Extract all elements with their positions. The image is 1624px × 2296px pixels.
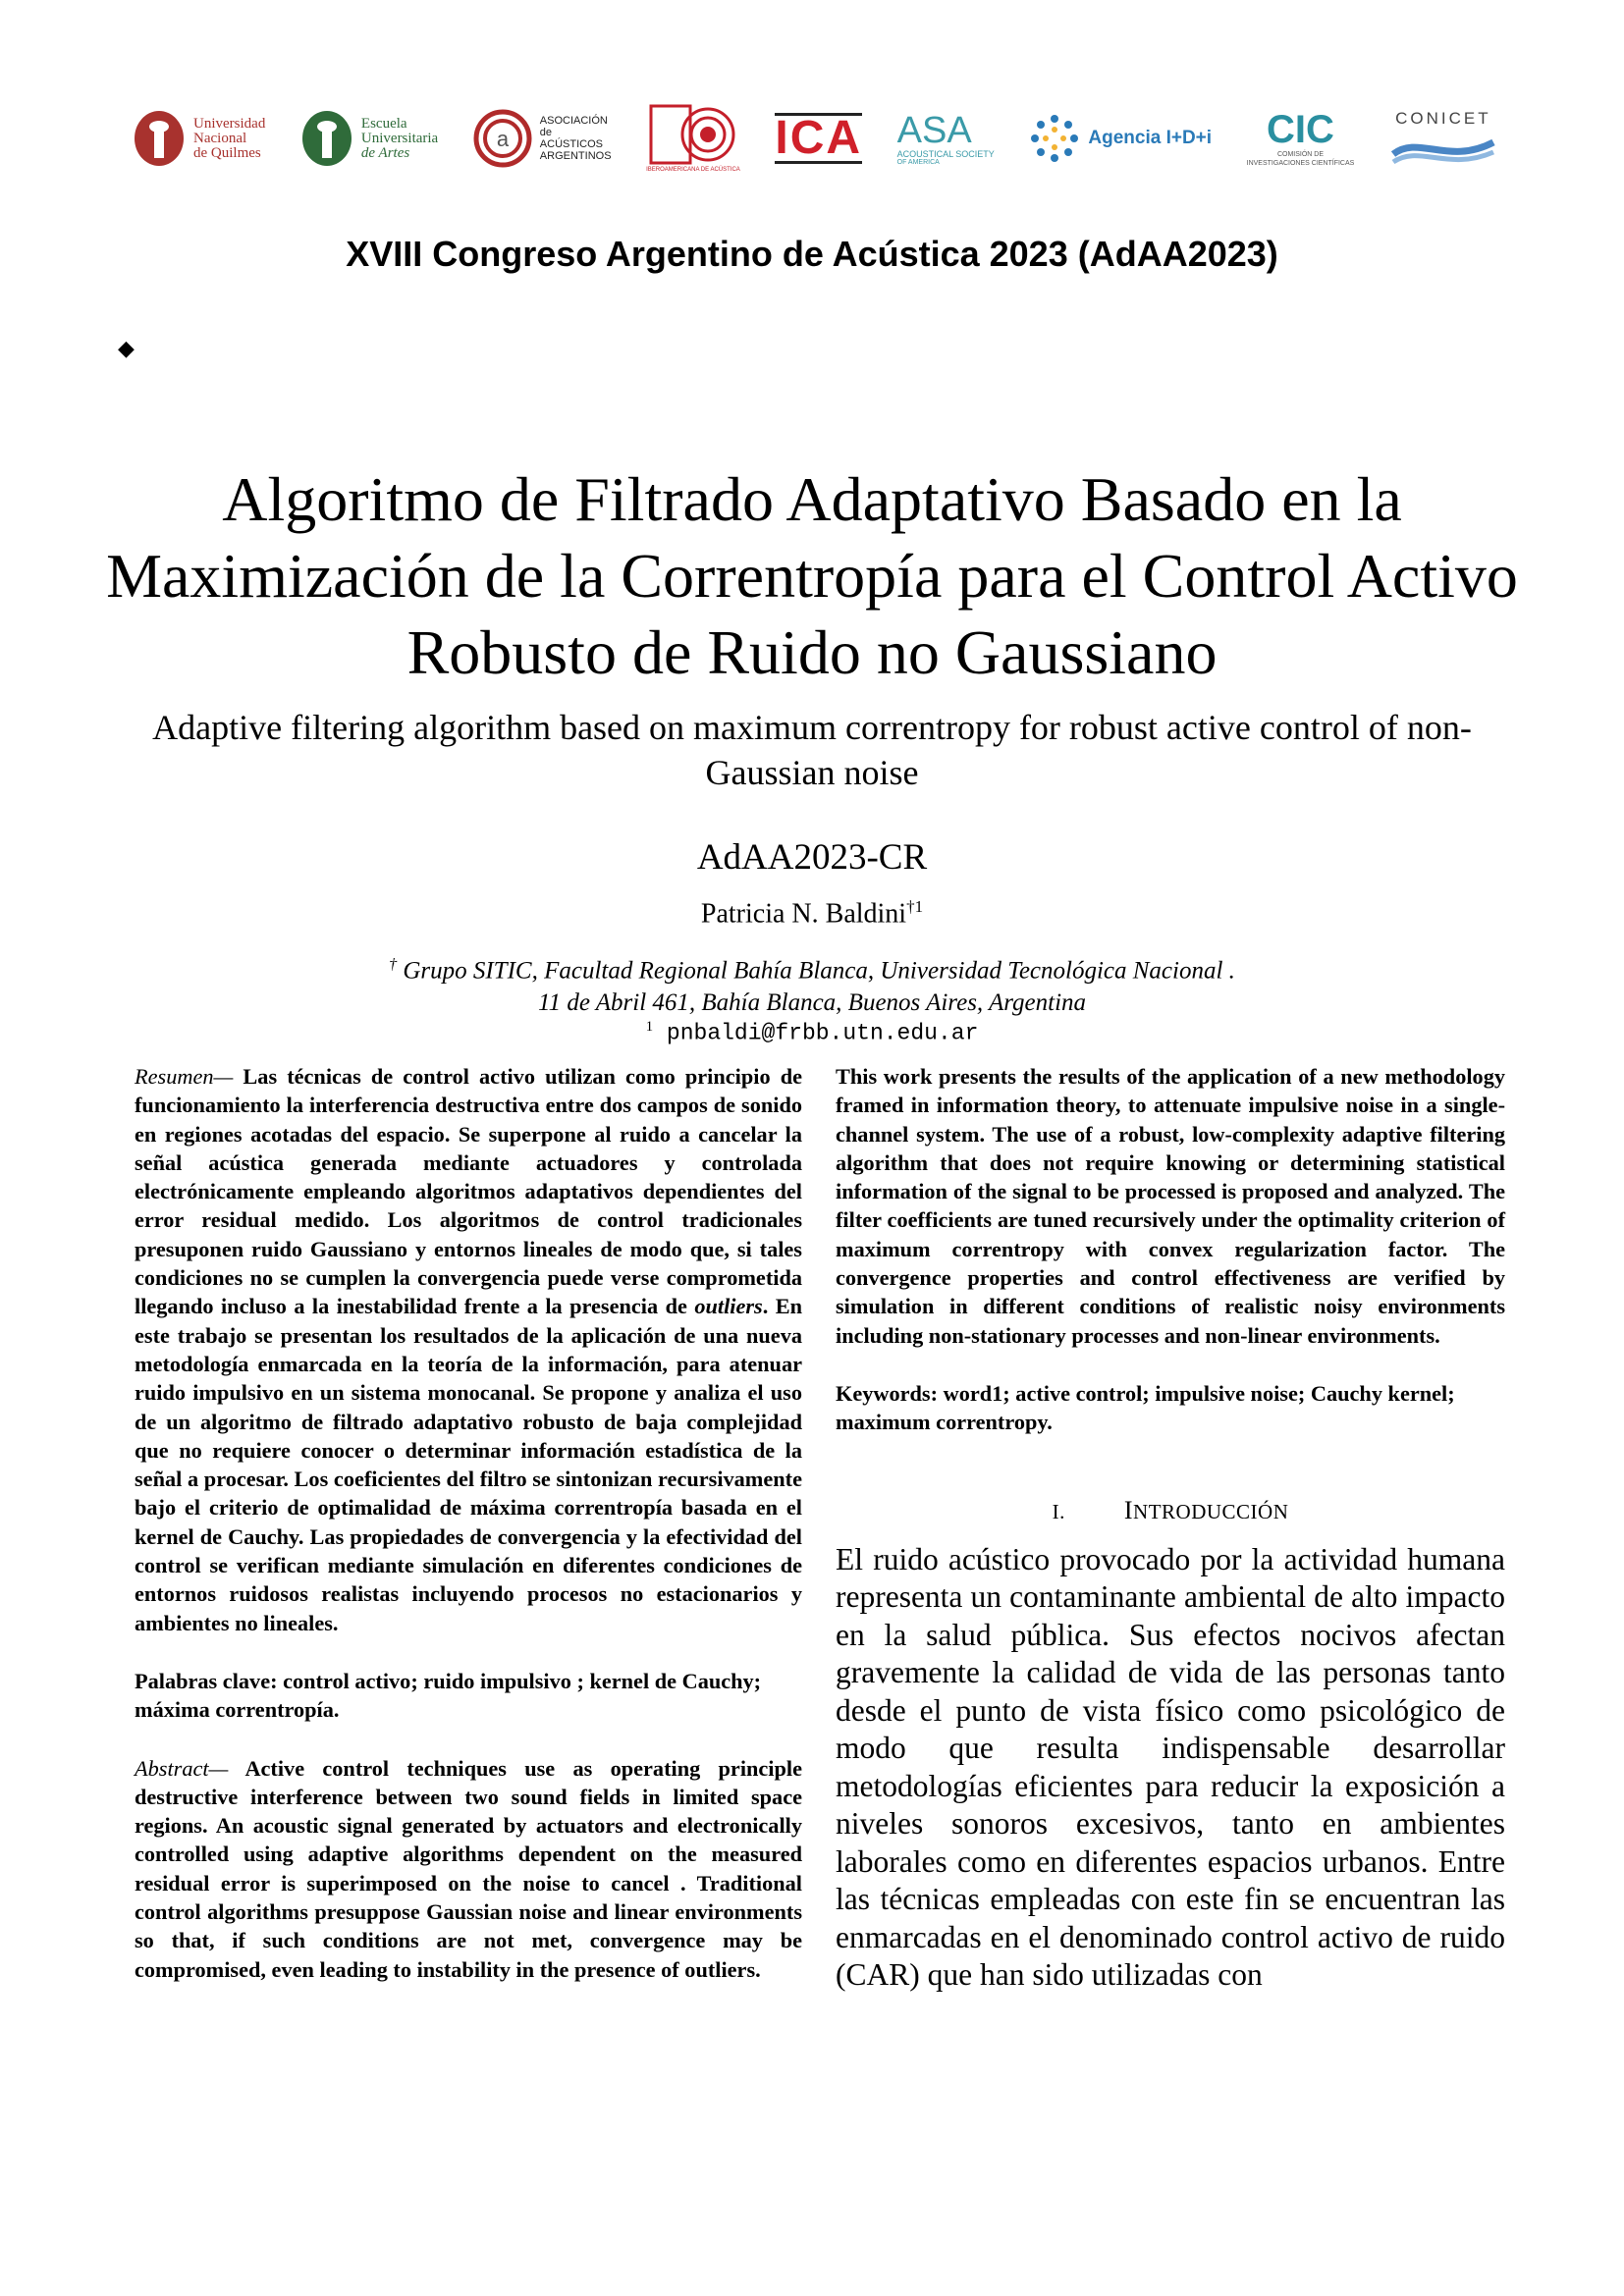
agencia-dots-icon bbox=[1029, 113, 1080, 164]
affiliation bbox=[0, 948, 1624, 1019]
asa-caption-line1: ACOUSTICAL SOCIETY bbox=[896, 148, 995, 159]
adaa-line1: ASOCIACIÓN bbox=[539, 115, 608, 127]
asa-logo bbox=[896, 109, 995, 166]
asa-wordmark: ASA bbox=[896, 109, 972, 151]
resumen-label: Resumen— bbox=[135, 1064, 234, 1089]
cic-caption-line1: COMISIÓN DE bbox=[1276, 151, 1325, 158]
eua-line3: de Artes bbox=[360, 144, 410, 161]
intro-paragraph: El ruido acústico provocado por la actividad humana representa un contaminante ambiental de alto impacto en la salud pública. Sus efectos nocivos afectan gravemente la calidad de vida de las personas tanto desde el punto de vista físico como psicológico de modo que resulta indispensable desarrollar metodologías eficientes para reducir la exposición a niveles sonoros excesivos, tanto en ambientes laborales como en diferentes espacios urbanos. Entre las técnicas empleadas con este fin se encuentran las enmarcadas en el denominado control activo de ruido (CAR) que han sido utilizadas con bbox=[836, 1541, 1505, 1993]
asa-caption-line2: OF AMERICA bbox=[896, 158, 940, 166]
sponsor-logos bbox=[133, 98, 1497, 179]
paper-code: AdAA2023-CR bbox=[696, 837, 928, 878]
abstract-label: Abstract— bbox=[135, 1755, 229, 1781]
unq-logo bbox=[133, 109, 265, 168]
abstract-paragraph bbox=[135, 1754, 802, 1984]
eua-wordmark bbox=[361, 117, 438, 161]
keywords: Keywords: word1; active control; impulsive noise; Cauchy kernel; maximum correntropy. bbox=[836, 1380, 1455, 1435]
unq-emblem-icon bbox=[133, 109, 186, 168]
paper-subtitle: Adaptive filtering algorithm based on maximum correntropy for robust active control of non-Gaussian noise bbox=[152, 708, 1472, 792]
email-address[interactable]: pnbaldi@frbb.utn.edu.ar bbox=[666, 1020, 979, 1046]
cic-wordmark: CIC bbox=[1267, 108, 1334, 151]
unq-wordmark bbox=[193, 117, 265, 161]
agencia-wordmark: Agencia I+D+i bbox=[1088, 128, 1213, 148]
conicet-wordmark: CONICET bbox=[1395, 109, 1491, 128]
abstract-text: Active control techniques use as operating principle destructive interference between two sound fields in limited space regions. An acoustic signal generated by actuators and electronically controlled using adaptive algorithms dependent on the measured residual error is superimposed on the noise to cancel . Traditional control algorithms presuppose Gaussian noise and linear environments so that, if such conditions are not met, convergence may be compromised, even leading to instability in the presence of outliers. bbox=[135, 1755, 802, 1982]
eua-line2: Universitaria bbox=[360, 130, 439, 146]
svg-text:a: a bbox=[496, 127, 509, 151]
author-line bbox=[0, 897, 1624, 930]
affiliation-line1 bbox=[0, 948, 1624, 987]
palabras-clave: Palabras clave: control activo; ruido impulsivo ; kernel de Cauchy; máxima correntropía. bbox=[135, 1668, 762, 1723]
resumen-italic-word: outliers bbox=[694, 1294, 763, 1319]
unq-line1: Universidad bbox=[193, 115, 266, 132]
email-line bbox=[0, 1019, 1624, 1046]
adaa-line2: de bbox=[539, 127, 553, 138]
section-title-rest: NTRODUCCIÓN bbox=[1133, 1499, 1289, 1523]
adaa-logo bbox=[473, 109, 612, 168]
email-mark: 1 bbox=[645, 1019, 654, 1035]
section-heading-introduccion bbox=[836, 1496, 1505, 1525]
eua-logo bbox=[300, 109, 438, 168]
cic-caption-line2: INVESTIGACIONES CIENTÍFICAS bbox=[1246, 160, 1355, 167]
congress-title: XVIII Congreso Argentino de Acústica 2023 (AdAA2023) bbox=[346, 234, 1278, 274]
eua-emblem-icon bbox=[300, 109, 353, 168]
affiliation-mark: † bbox=[389, 956, 398, 973]
left-column bbox=[135, 1062, 802, 1984]
agencia-logo bbox=[1029, 113, 1212, 164]
eua-line1: Escuela bbox=[360, 115, 407, 132]
abstract-continued: This work presents the results of the application of a new methodology framed in information theory, to attenuate impulsive noise in a single-channel system. The use of a robust, low-complexity adaptive filtering algorithm that does not require knowing or determining statistical information of the signal to be processed is proposed and analyzed. The filter coefficients are tuned recursively under the optimality criterion of maximum correntropy with convex regularization factor. The convergence properties and control effectiveness are verified by simulation in different conditions of realistic noisy environments including non-stationary processes and non-linear environments. bbox=[836, 1064, 1505, 1348]
unq-line2: Nacional bbox=[193, 130, 247, 146]
section-number: I. bbox=[1052, 1499, 1065, 1523]
resumen-text-a: Las técnicas de control activo utilizan como principio de funcionamiento la interferencia destructiva entre dos campos de sonido en regiones acotadas del espacio. Se superpone al ruido a cancelar la señal acústica generada mediante actuadores y controlada electrónicamente empleando algoritmos adaptativos dependientes del error residual medido. Los algoritmos de control tradicionales presuponen ruido Gaussiano y entornos lineales de modo que, si tales condiciones no se cumplen la convergencia puede verse comprometida llegando incluso a la inestabilidad frente a la presencia de bbox=[135, 1064, 802, 1319]
adaa-line3: ACÚSTICOS bbox=[539, 138, 603, 150]
bullet-mark: ◆ bbox=[118, 336, 135, 360]
resumen-text-b: . En este trabajo se presentan los resultados de la aplicación de una nueva metodología enmarcada en la teoría de la información, para atenuar ruido impulsivo en un sistema monocanal. Se propone y analiza el uso de un algoritmo de filtrado adaptativo robusto de baja complejidad que no requiere conocer o determinar información estadística de la señal a procesar. Los coeficientes del filtro se sintonizan recursivamente bajo el criterio de optimalidad de máxima correntropía basada en el kernel de Cauchy. Las propiedades de convergencia y la efectividad del control se verifican mediante simulación en diferentes condiciones de entornos ruidosos realistas incluyendo procesos no estacionarios y ambientes no lineales. bbox=[135, 1294, 803, 1635]
adaa-wordmark bbox=[540, 115, 612, 162]
adaa-emblem-icon bbox=[473, 109, 532, 168]
right-column bbox=[836, 1062, 1505, 1995]
section-initial: I bbox=[1123, 1495, 1134, 1524]
affiliation-line2: 11 de Abril 461, Bahía Blanca, Buenos Aires, Argentina bbox=[537, 989, 1087, 1017]
conicet-logo bbox=[1389, 109, 1497, 168]
author-marks: †1 bbox=[906, 897, 924, 916]
resumen-paragraph bbox=[135, 1062, 802, 1637]
fia-logo bbox=[646, 104, 740, 173]
unq-line3: de Quilmes bbox=[193, 144, 261, 161]
cic-logo bbox=[1247, 110, 1355, 167]
conicet-wave-icon bbox=[1389, 133, 1497, 168]
affiliation-line1-text: Grupo SITIC, Facultad Regional Bahía Blanca, Universidad Tecnológica Nacional . bbox=[403, 957, 1235, 985]
fia-caption: IBEROAMERICANA DE ACÚSTICA bbox=[646, 167, 740, 173]
adaa-line4: ARGENTINOS bbox=[539, 150, 612, 162]
paper-title: Algoritmo de Filtrado Adaptativo Basado en la Maximización de la Correntropía para el Control Activo Robusto de Ruido no Gaussiano bbox=[106, 464, 1518, 687]
ica-wordmark: ICA bbox=[775, 112, 863, 164]
fia-emblem-icon bbox=[649, 104, 737, 165]
ica-logo bbox=[775, 113, 862, 164]
author-name: Patricia N. Baldini bbox=[700, 898, 907, 930]
